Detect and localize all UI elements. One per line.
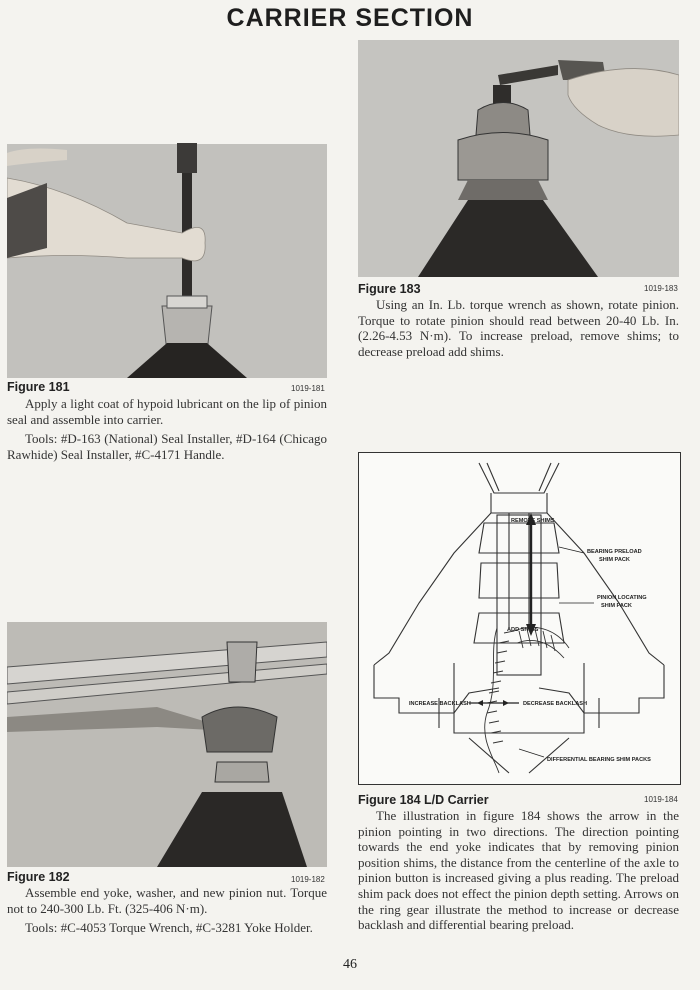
- figure-181-code: 1019-181: [291, 384, 325, 393]
- figure-182-tools: Tools: #C-4053 Torque Wrench, #C-3281 Yoke Holder.: [25, 920, 313, 936]
- label-shim-pack: SHIM PACK: [599, 557, 630, 563]
- label-add-shims: ADD SHIMS: [507, 627, 539, 633]
- figure-184-caption: Figure 184 L/D Carrier: [358, 793, 489, 807]
- figure-181-caption: Figure 181: [7, 380, 70, 394]
- label-decrease-backlash: DECREASE BACKLASH: [523, 701, 588, 707]
- figure-183-paragraph: Using an In. Lb. torque wrench as shown, rotate pinion. Torque to rotate pinion should read between 20-40 Lb. In. (2.26-4.53 N·m). To increase preload, remove shims; to decrease preload add shims.: [358, 297, 679, 359]
- figure-183-caption: Figure 183: [358, 282, 421, 296]
- label-pinion-locating: PINION LOCATING: [597, 595, 647, 601]
- label-shim-pack-2: SHIM PACK: [601, 603, 632, 609]
- figure-182-photo: [7, 622, 327, 867]
- figure-181-tools: Tools: #D-163 (National) Seal Installer, #D-164 (Chicago Rawhide) Seal Installer, #C-4171 Handle.: [7, 431, 327, 462]
- figure-182-code: 1019-182: [291, 875, 325, 884]
- figure-183-text: [358, 297, 679, 359]
- figure-182-text: [7, 885, 327, 936]
- figure-181-text: [7, 396, 327, 462]
- figure-183-photo: [358, 40, 679, 277]
- figure-182-paragraph: Assemble end yoke, washer, and new pinion nut. Torque not to 240-300 Lb. Ft. (325-406 N·m).: [7, 885, 327, 916]
- page-number: 46: [343, 957, 357, 972]
- figure-184-text: [358, 808, 679, 933]
- page-title: CARRIER SECTION: [226, 4, 474, 32]
- figure-184-code: 1019-184: [644, 795, 678, 804]
- figure-184-diagram: [358, 452, 681, 785]
- figure-181-photo: [7, 138, 327, 378]
- figure-184-paragraph: The illustration in figure 184 shows the arrow in the pinion pointing in two directions. The direction pointing towards the end yoke indicates that by removing pinion position shims, the distance from the centerline of the axle to pinion button is increased giving a plus reading. The preload shim pack does not effect the pinion depth setting. Arrows on the ring gear illustrate the method to increase or decrease backlash and differential bearing preload.: [358, 808, 679, 933]
- figure-182-caption: Figure 182: [7, 870, 70, 884]
- label-increase-backlash: INCREASE BACKLASH: [409, 701, 471, 707]
- label-bearing-preload: BEARING PRELOAD: [587, 549, 642, 555]
- label-remove-shims: REMOVE SHIMS: [511, 518, 555, 524]
- figure-181-paragraph: Apply a light coat of hypoid lubricant on the lip of pinion seal and assemble into carrier.: [7, 396, 327, 427]
- label-differential-shims: DIFFERENTIAL BEARING SHIM PACKS: [547, 757, 651, 763]
- figure-183-code: 1019-183: [644, 284, 678, 293]
